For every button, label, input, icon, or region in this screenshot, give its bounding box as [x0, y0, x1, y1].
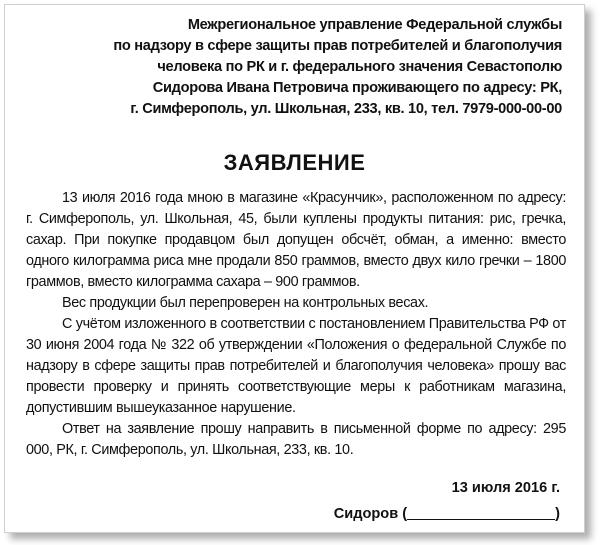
- document-page: [4, 4, 585, 533]
- header-line: Сидорова Ивана Петровича проживающего по адресу: РК,: [152, 80, 562, 96]
- header-line: г. Симферополь, ул. Школьная, 233, кв. 10, тел. 7979-000-00-00: [130, 101, 562, 117]
- paragraph: Ответ на заявление прошу направить в письменной форме по адресу: 295 000, РК, г. Симферополь, ул. Школьная, 233, кв. 10.: [26, 421, 566, 458]
- paragraph: 13 июля 2016 года мною в магазине «Красунчик», расположенном по адресу: г. Симферополь, ул. Школьная, 45, были куплены продукты питания: рис, гречка, сахар. При покупке продавцом был допущен обсчёт, обман, а именно: вместо одного килограмма риса мне продали 850 граммов, вместо двух кило гречки – 1800 граммов, вместо килограмма сахара – 900 граммов.: [26, 190, 566, 290]
- document-title: ЗАЯВЛЕНИЕ: [223, 150, 366, 175]
- paragraph: С учётом изложенного в соответствии с постановлением Правительства РФ от 30 июня 2004 года № 322 об утверждении «Положения о федеральной Службе по надзору в сфере защиты прав потребителей и благополучия человека» прошу вас провести проверку и принять соответствующие меры к работникам магазина, допустившим вышеуказанное нарушение.: [26, 316, 566, 416]
- addressee-header: [92, 15, 562, 120]
- signer-name: Сидоров: [333, 506, 399, 522]
- signature-block: [334, 504, 560, 522]
- signature-close-paren: ): [555, 506, 560, 522]
- header-line: Межрегиональное управление Федеральной службы: [187, 17, 562, 33]
- document-date: 13 июля 2016 г.: [451, 480, 560, 496]
- document-body: [26, 188, 566, 461]
- signature-line: [407, 504, 555, 520]
- header-line: человека по РК и г. федерального значения Севастополю: [157, 59, 562, 75]
- header-line: по надзору в сфере защиты прав потребителей и благополучия: [113, 38, 562, 54]
- paragraph: Вес продукции был перепроверен на контрольных весах.: [62, 295, 429, 311]
- signature-open-paren: (: [402, 506, 408, 522]
